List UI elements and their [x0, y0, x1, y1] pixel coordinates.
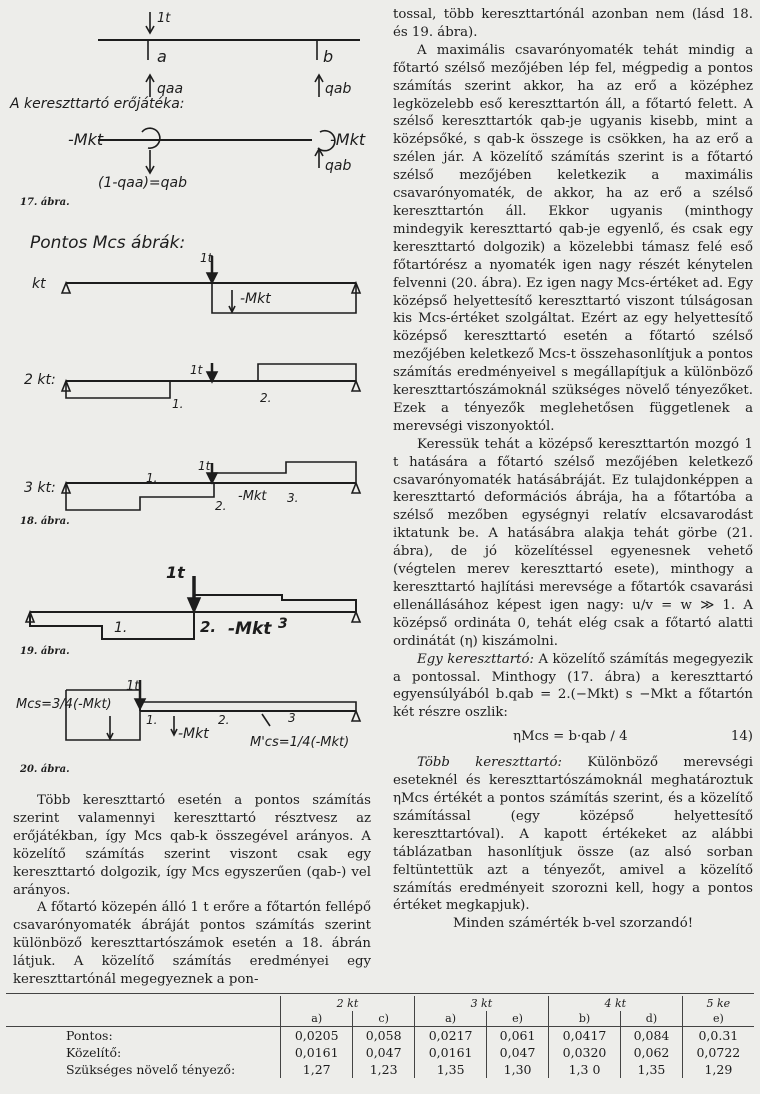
cell: 1,3 0	[548, 1061, 620, 1078]
right-paragraph-0: tossal, több kereszttartónál azonban nem (lásd 18. és 19. ábra).	[393, 7, 753, 40]
force-20: 1t	[126, 679, 140, 694]
cell: 0,062	[621, 1044, 683, 1061]
left-column-text	[13, 792, 371, 989]
figure17-title: A kereszttartó erőjátéka:	[10, 96, 185, 112]
n1-18-3: 1.	[146, 471, 158, 485]
n3-18-3: 3.	[287, 491, 299, 505]
mkt-20: -Mkt	[178, 726, 209, 742]
sub-0: a)	[281, 1011, 353, 1027]
row-label-3kt: 3 kt:	[24, 480, 56, 496]
sub-5: d)	[621, 1011, 683, 1027]
row-label: Pontos:	[66, 1028, 113, 1043]
sub-1: c)	[353, 1011, 415, 1027]
cell: 1,23	[353, 1061, 415, 1078]
mkt-left-17: -Mkt	[68, 130, 104, 149]
label-qaa: qaa	[157, 81, 184, 97]
n2-18-3: 2.	[215, 499, 227, 513]
group-5kt: 5 ke	[682, 996, 754, 1011]
force-label-17: 1t	[157, 11, 171, 26]
cell: 0,0722	[682, 1044, 754, 1061]
formula-17: (1-qaa)=qab	[98, 175, 188, 191]
table-corner	[6, 996, 281, 1011]
n3-19: 3	[278, 616, 288, 632]
cell: 0,047	[353, 1044, 415, 1061]
n1-18-2: 1.	[172, 397, 184, 411]
sub-3: e)	[487, 1011, 549, 1027]
figure-19	[26, 563, 360, 639]
cell: 0,061	[487, 1027, 549, 1045]
force-18-1: 1t	[200, 251, 213, 265]
cell: 0,084	[621, 1027, 683, 1045]
sub-6: e)	[682, 1011, 754, 1027]
equation-number: 14)	[730, 729, 753, 745]
more-crossbeams-heading: Több kereszttartó:	[417, 755, 563, 771]
label-a: a	[157, 47, 167, 66]
figure-18	[24, 233, 360, 513]
cell: 0,0161	[281, 1044, 353, 1061]
force-19: 1t	[166, 563, 185, 582]
caption-20: 20. ábra.	[20, 764, 70, 775]
sub-4: b)	[548, 1011, 620, 1027]
force-18-2: 1t	[190, 363, 203, 377]
right-paragraph-3-body: A közelítő számítás megegyezik a pontossal. Minthogy (17. ábra) a kereszttartó egyensúlyából b.qab = 2.(−Mkt) s −Mkt a főtartón két részre oszlik:	[393, 651, 753, 721]
cell: 1,35	[414, 1061, 486, 1078]
table-top-rule	[6, 993, 754, 994]
group-2kt: 2 kt	[281, 996, 415, 1011]
table-row	[6, 1061, 754, 1078]
row-label: Közelítő:	[66, 1045, 122, 1060]
right-paragraph-2: Keressük tehát a középső kereszttartón mozgó 1 t hatására a főtartó szélső mezőjében keletkező csavarónyomaték hatásábráját. Ez tulajdonképpen a kereszttartó deformációs ábrája, ha a főtartóba a szélső mezőben egységnyi relatív elcsavarodást iktatunk be. A hatásábra alakja tehát görbe (21. ábra), de jó közelítéssel egyenesnek vehető (végtelen merev kereszttartó esete), minthogy a kereszttartó hajlítási merevsége a főtartók csavarási ellenállásához képest igen nagy: u/v = w ≫ 1. A középső ordináta 0, tehát elég csak a főtartó alatti ordinátát (η) kiszámolni.	[393, 436, 753, 649]
right-paragraph-5: Minden számérték b-vel szorzandó!	[452, 916, 694, 932]
mkt-18-3: -Mkt	[238, 489, 267, 504]
cell: 0,058	[353, 1027, 415, 1045]
results-table	[6, 996, 754, 1078]
moment-arrow-left	[142, 128, 160, 148]
cell: 1,30	[487, 1061, 549, 1078]
sub-2: a)	[414, 1011, 486, 1027]
group-3kt: 3 kt	[414, 996, 548, 1011]
right-formula-20: M'cs=1/4(-Mkt)	[250, 735, 350, 750]
right-paragraph-4-body: Különböző merevségi eseteknél és kereszttartószámoknál meghatároztuk ηMcs értékét a pontos számítás szerint, és a közelítő számítással (egy középső helyettesítő kereszttartóval). A kapott értékeket az alábbi táblázatban hasonlítjuk össze (az alsó sorban feltüntettük azt a tényezőt, amivel a közelítő számítás eredményeit szorozni kell, hogy a pontos értéket megkapjuk).	[393, 755, 753, 914]
mkt-19: -Mkt	[228, 619, 272, 639]
one-crossbeam-heading: Egy kereszttartó:	[417, 651, 534, 667]
left-paragraph-1: Több kereszttartó esetén a pontos számítás szerint valamennyi kereszttartó résztvesz az erőjátékban, így Mcs qab-k összegével arányos. A közelítő számítás szerint viszont csak egy kereszttartó dolgozik, így Mcs egyszerűen (qab-) vel arányos.	[13, 793, 371, 898]
n2-18-2: 2.	[260, 391, 272, 405]
row-label-kt: kt	[32, 276, 46, 292]
right-paragraph-3	[393, 651, 753, 723]
cell: 0,0217	[414, 1027, 486, 1045]
figure-17	[9, 11, 366, 191]
caption-19: 19. ábra.	[20, 646, 70, 657]
mkt-right-17: -Mkt	[330, 130, 366, 149]
cell: 1,35	[621, 1061, 683, 1078]
n3-20: 3	[288, 711, 296, 725]
cell: 0,047	[487, 1044, 549, 1061]
row-label: Szükséges növelő tényező:	[66, 1062, 236, 1077]
label-qab-top: qab	[325, 81, 352, 97]
n1-20: 1.	[146, 713, 158, 727]
label-qab-bottom: qab	[325, 158, 352, 174]
force-18-3: 1t	[198, 459, 211, 473]
left-formula-20: Mcs=3/4(-Mkt)	[16, 697, 112, 712]
table-row	[6, 1027, 754, 1045]
n2-19: 2.	[200, 618, 217, 636]
equation-body: ηMcs = b·qab / 4	[513, 729, 628, 745]
row-label-2kt: 2 kt:	[24, 372, 56, 388]
equation-14	[393, 728, 753, 746]
table-sub-row	[6, 1011, 754, 1027]
cell: 0,0205	[281, 1027, 353, 1045]
right-column-text	[393, 6, 753, 933]
cell: 0,0320	[548, 1044, 620, 1061]
label-b: b	[323, 47, 334, 66]
caption-17: 17. ábra.	[20, 197, 70, 208]
figure18-title: Pontos Mcs ábrák:	[30, 233, 186, 253]
table-row	[6, 1044, 754, 1061]
figures-svg	[0, 0, 370, 790]
table-group-row	[6, 996, 754, 1011]
cell: 0,0.31	[682, 1027, 754, 1045]
cell: 0,0417	[548, 1027, 620, 1045]
figure-20	[16, 679, 360, 750]
n1-19: 1.	[114, 620, 128, 636]
right-paragraph-4	[393, 754, 753, 915]
caption-18: 18. ábra.	[20, 516, 70, 527]
right-paragraph-1: A maximális csavarónyomaték tehát mindig a főtartó szélső mezőjében lép fel, mégpedig a pontos számítás szerint akkor, ha az erő a középhez legközelebb eső kereszttartón áll, a főtartó felett. A szélső kereszttartók qab-je ugyanis kisebb, mint a középsőké, s qab-k összege is csökken, ha az erő a szélen jár. A közelítő számítás szerint is a főtartó szélső mezőjében keletkezik a maximális csavarónyomaték, de akkor, ha az erő a szélső kereszttartón áll. Ekkor ugyanis (minthogy mindegyik kereszttartó qab-je egyenlő, és csak egy kereszttartó dolgozik) a közelebbi támasz felé eső főtartórész a nyomaték igen nagy részét kénytelen felvenni (20. ábra). Ez igen nagy Mcs-értéket ad. Egy középső helyettesítő kereszttartó viszont túlságosan kis Mcs-értéket szolgáltat. Ezért az egy helyettesítő középső kereszttartó esetén a főtartó szélső mezőjében keletkező Mcs-t összehasonlítjuk a pontos számítás eredményeivel s megállapítjuk a különböző kereszttartószámoknál szükséges növelő tényezőket. Ezek a tényezők meglehetősen függetlenek a merevségi viszonyoktól.	[393, 42, 753, 434]
group-4kt: 4 kt	[548, 996, 682, 1011]
cell: 1,27	[281, 1061, 353, 1078]
cell: 0,0161	[414, 1044, 486, 1061]
left-paragraph-2: A főtartó közepén álló 1 t erőre a főtartón fellépő csavarónyomaték ábráját pontos számítás szerint különböző kereszttartószámok esetén a 18. ábrán látjuk. A közelítő számítás eredményei egy kereszttartónál megegyeznek a pon-	[13, 900, 371, 988]
cell: 1,29	[682, 1061, 754, 1078]
mkt-18-1: -Mkt	[240, 291, 271, 307]
table-corner-sub	[6, 1011, 281, 1027]
n2-20: 2.	[218, 713, 230, 727]
